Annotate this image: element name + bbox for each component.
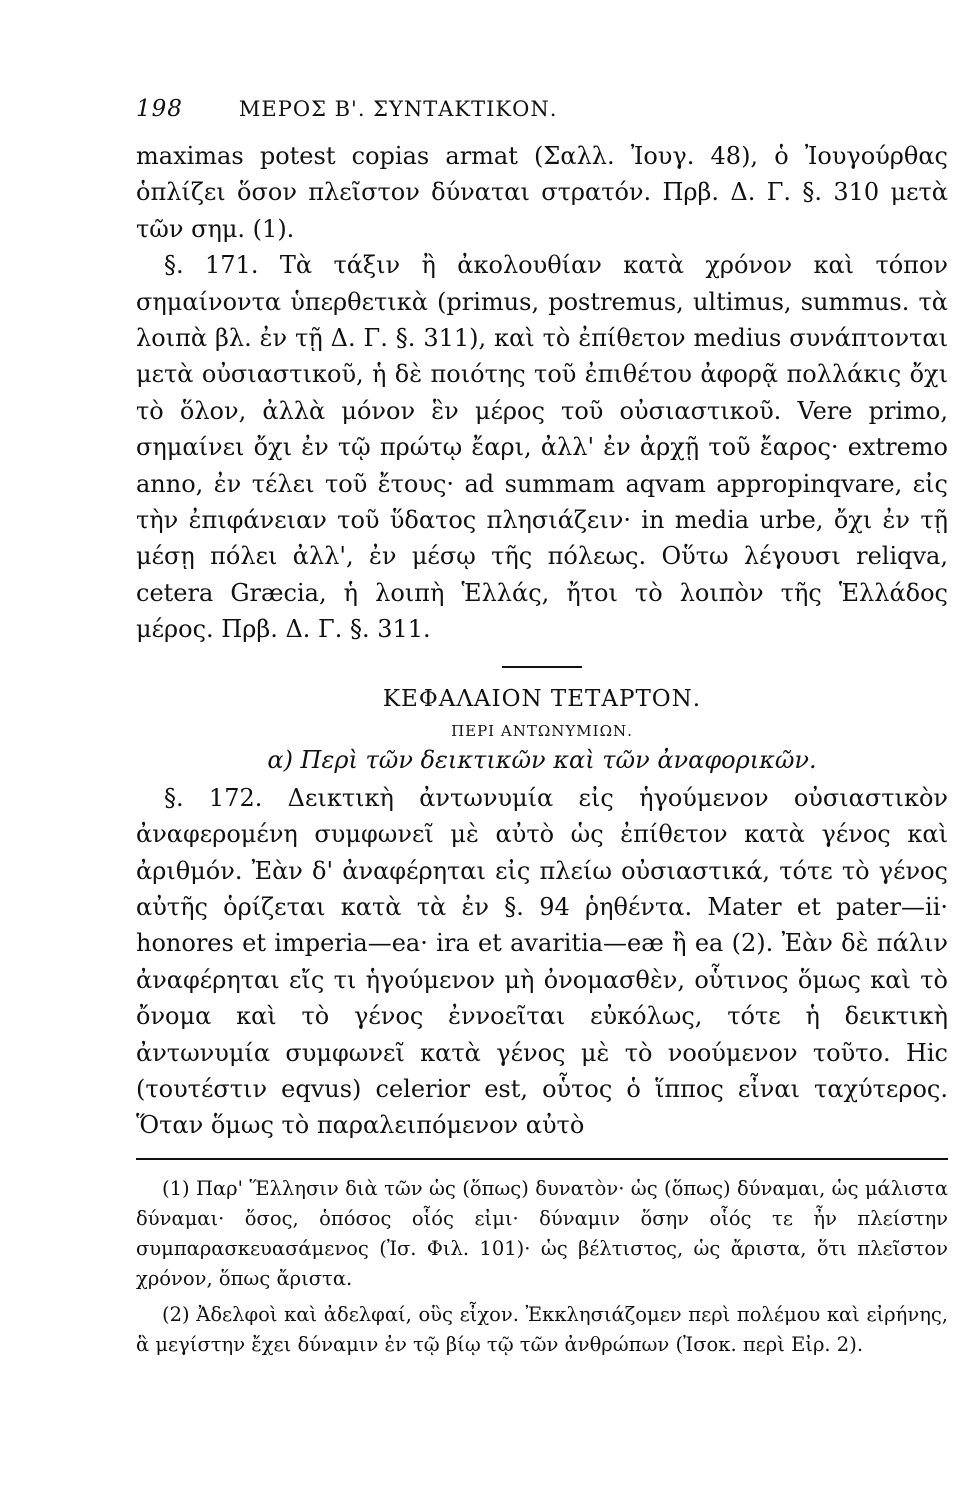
section-title: ΠΕΡΙ ΑΝΤΩΝΥΜΙΩΝ. xyxy=(451,721,633,740)
running-title: ΜΕΡΟΣ Β'. ΣΥΝΤΑΚΤΙΚΟΝ. xyxy=(238,97,558,121)
chapter-title: ΚΕΦΑΛΑΙΟΝ ΤΕΤΑΡΤΟΝ. xyxy=(382,685,702,712)
main-text xyxy=(136,138,948,648)
footnote-2: (2) Ἀδελφοὶ καὶ ἀδελφαί, οὓς εἶχον. Ἐκκλησιάζομεν περὶ πολέμου καὶ εἰρήνης, ἃ μεγίστην ἔχει δύναμιν ἐν τῷ βίῳ τῷ τῶν ἀνθρώπων (Ἰσοκ. περὶ Εἰρ. 2). xyxy=(136,1302,948,1356)
paragraph-section-172: §. 172. Δεικτικὴ ἀντωνυμία εἰς ἡγούμενον οὐσιαστικὸν ἀναφερομένη συμφωνεῖ μὲ αὐτὸ ὡς ἐπίθετον κατὰ γένος καὶ ἀριθμόν. Ἐὰν δ' ἀναφέρηται εἰς πλείω οὐσιαστικά, τότε τὸ γένος αὐτῆς ὁρίζεται κατὰ τὰ ἐν §. 94 ῥηθέντα. Mater et pater—ii· honores et imperia—ea· ira et avaritia—eæ ἢ ea (2). Ἐὰν δὲ πάλιν ἀναφέρηται εἴς τι ἡγούμενον μὴ ὀνομασθὲν, οὗτινος ὅμως καὶ τὸ ὄνομα καὶ τὸ γένος ἐννοεῖται εὐκόλως, τότε ἡ δεικτικὴ ἀντωνυμία συμφωνεῖ κατὰ γένος μὲ τὸ νοούμενον τοῦτο. Hic (τουτέστιν eqvus) celerior est, οὗτος ὁ ἵππος εἶναι ταχύτερος. Ὅταν ὅμως τὸ παραλειπόμενον αὐτὸ xyxy=(136,783,948,1140)
paragraph-section-171: §. 171. Τὰ τάξιν ἢ ἀκολουθίαν κατὰ χρόνον καὶ τόπον σημαίνοντα ὑπερθετικὰ (primus, postremus, ultimus, summus. τὰ λοιπὰ βλ. ἐν τῇ Δ. Γ. §. 311), καὶ τὸ ἐπίθετον medius συνάπτονται μετὰ οὐσιαστικοῦ, ἡ δὲ ποιότης τοῦ ἐπιθέτου ἀφορᾷ πολλάκις ὄχι τὸ ὅλον, ἀλλὰ μόνον ἓν μέρος τοῦ οὐσιαστικοῦ. Vere primo, σημαίνει ὄχι ἐν τῷ πρώτῳ ἔαρι, ἀλλ' ἐν ἀρχῇ τοῦ ἔαρος· extremo anno, ἐν τέλει τοῦ ἔτους· ad summam aqvam appropinqvare, εἰς τὴν ἐπιφάνειαν τοῦ ὕδατος πλησιάζειν· in media urbe, ὄχι ἐν τῇ μέσῃ πόλει ἀλλ', ἐν μέσῳ τῆς πόλεως. Οὕτω λέγουσι reliqva, cetera Græcia, ἡ λοιπὴ Ἑλλάς, ἤτοι τὸ λοιπὸν τῆς Ἑλλάδος μέρος. Πρβ. Δ. Γ. §. 311. xyxy=(136,251,948,644)
footnote-1: (1) Παρ' Ἕλλησιν διὰ τῶν ὡς (ὅπως) δυνατὸν· ὡς (ὅπως) δύναμαι, ὡς μάλιστα δύναμαι· ὅσος, ὁπόσος οἷός εἰμι· δύναμιν ὅσην οἷός τε ἦν πλείστην συμπαρασκευασάμενος (Ἰσ. Φιλ. 101)· ὡς βέλτιστος, ὡς ἄριστα, ὅτι πλεῖστον χρόνον, ὅπως ἄριστα. xyxy=(136,1176,948,1290)
main-text-2 xyxy=(136,780,948,1144)
running-header xyxy=(136,96,948,138)
subsection-title: α) Περὶ τῶν δεικτικῶν καὶ τῶν ἀναφορικῶν. xyxy=(267,745,817,774)
paragraph-continuation: maximas potest copias armat (Σαλλ. Ἰουγ. 48), ὁ Ἰουγούρθας ὁπλίζει ὅσον πλεῖστον δύναται στρατόν. Πρβ. Δ. Γ. §. 310 μετὰ τῶν σημ. (1). xyxy=(136,142,948,243)
section-divider xyxy=(502,666,582,668)
page-number: 198 xyxy=(136,96,183,122)
footnotes xyxy=(136,1174,948,1360)
footnote-rule xyxy=(136,1158,948,1160)
